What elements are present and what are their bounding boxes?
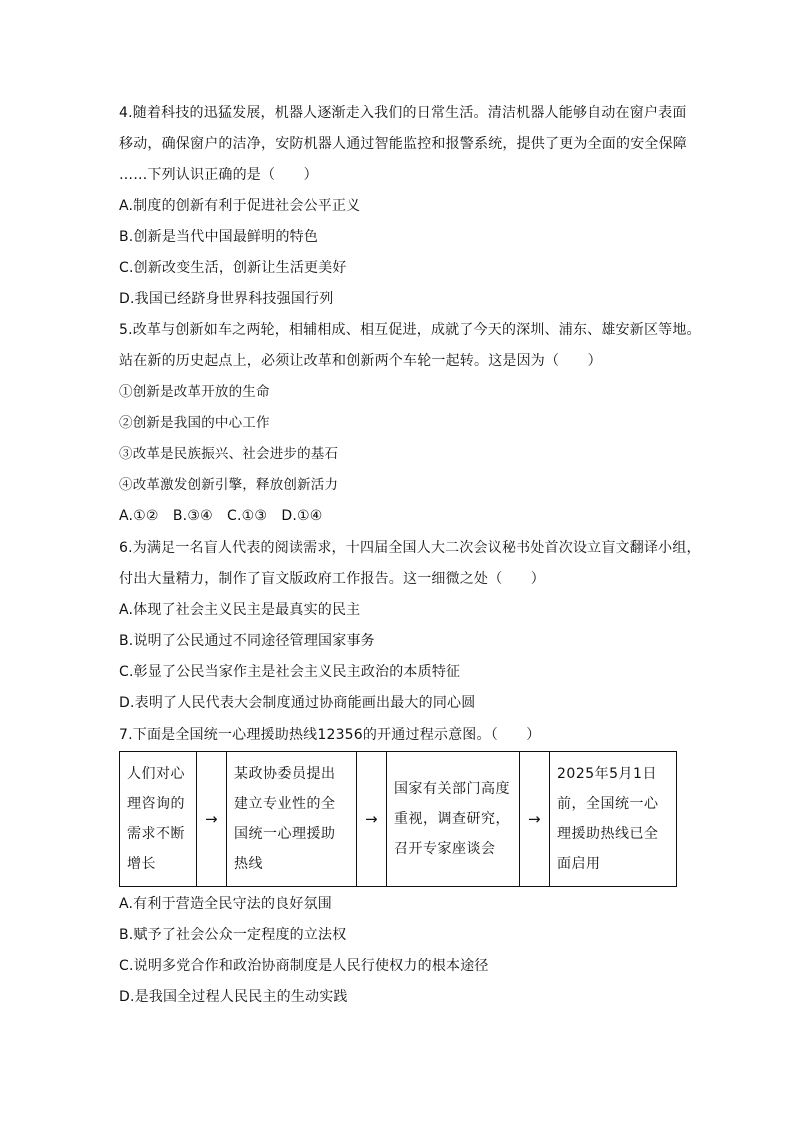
q4-option-a: A.制度的创新有利于促进社会公平正义 — [119, 198, 361, 214]
q7-option-b: B.赋予了社会公众一定程度的立法权 — [119, 927, 347, 943]
q6-option-a: A.体现了社会主义民主是最真实的民主 — [119, 602, 361, 618]
q5-item-3: ③改革是民族振兴、社会进步的基石 — [119, 446, 339, 462]
q5-item-1: ①创新是改革开放的生命 — [119, 384, 270, 400]
q4-stem-line-1: 4.随着科技的迅猛发展，机器人逐渐走入我们的日常生活。清洁机器人能够自动在窗户表面 — [119, 105, 687, 121]
flow-step-1: 人们对心理咨询的需求不断增长 — [120, 752, 197, 887]
q6-option-d: D.表明了人民代表大会制度通过协商能画出最大的同心圆 — [119, 695, 476, 711]
q6-stem-line-1: 6.为满足一名盲人代表的阅读需求，十四届全国人大二次会议秘书处首次设立盲文翻译小组， — [119, 540, 701, 556]
q7-option-d: D.是我国全过程人民民主的生动实践 — [119, 989, 348, 1005]
flow-arrow-1: → — [197, 752, 227, 887]
q5-stem-line-1: 5.改革与创新如车之两轮，相辅相成、相互促进，成就了今天的深圳、浦东、雄安新区等地。 — [119, 322, 701, 338]
q7-option-a: A.有利于营造全民守法的良好氛围 — [119, 896, 332, 912]
q5-item-2: ②创新是我国的中心工作 — [119, 415, 270, 431]
q5-stem-line-2: 站在新的历史起点上，必须让改革和创新两个车轮一起转。这是因为（ ） — [119, 353, 602, 369]
flow-step-3: 国家有关部门高度重视，调查研究，召开专家座谈会 — [387, 752, 520, 887]
q6-option-c: C.彰显了公民当家作主是社会主义民主政治的本质特征 — [119, 664, 461, 680]
q5-options: A.①② B.③④ C.①③ D.①④ — [119, 508, 323, 524]
q4-stem-line-3: ……下列认识正确的是（ ） — [119, 167, 318, 183]
flow-step-4: 2025年5月1日前，全国统一心理援助热线已全面启用 — [550, 752, 677, 887]
q7-stem: 7.下面是全国统一心理援助热线12356的开通过程示意图。（ ） — [119, 727, 541, 743]
q6-stem-line-2: 付出大量精力，制作了盲文版政府工作报告。这一细微之处（ ） — [119, 571, 545, 587]
q4-stem-line-2: 移动，确保窗户的洁净，安防机器人通过智能监控和报警系统，提供了更为全面的安全保障 — [119, 136, 687, 152]
flow-step-2: 某政协委员提出建立专业性的全国统一心理援助热线 — [227, 752, 357, 887]
q6-option-b: B.说明了公民通过不同途径管理国家事务 — [119, 633, 375, 649]
flow-arrow-2: → — [357, 752, 387, 887]
q7-option-c: C.说明多党合作和政治协商制度是人民行使权力的根本途径 — [119, 958, 489, 974]
q4-option-c: C.创新改变生活，创新让生活更美好 — [119, 260, 347, 276]
q4-option-b: B.创新是当代中国最鲜明的特色 — [119, 229, 319, 245]
q4-option-d: D.我国已经跻身世界科技强国行列 — [119, 291, 334, 307]
q7-flow-diagram — [119, 751, 677, 887]
q5-item-4: ④改革激发创新引擎，释放创新活力 — [119, 477, 339, 493]
flow-arrow-3: → — [520, 752, 550, 887]
